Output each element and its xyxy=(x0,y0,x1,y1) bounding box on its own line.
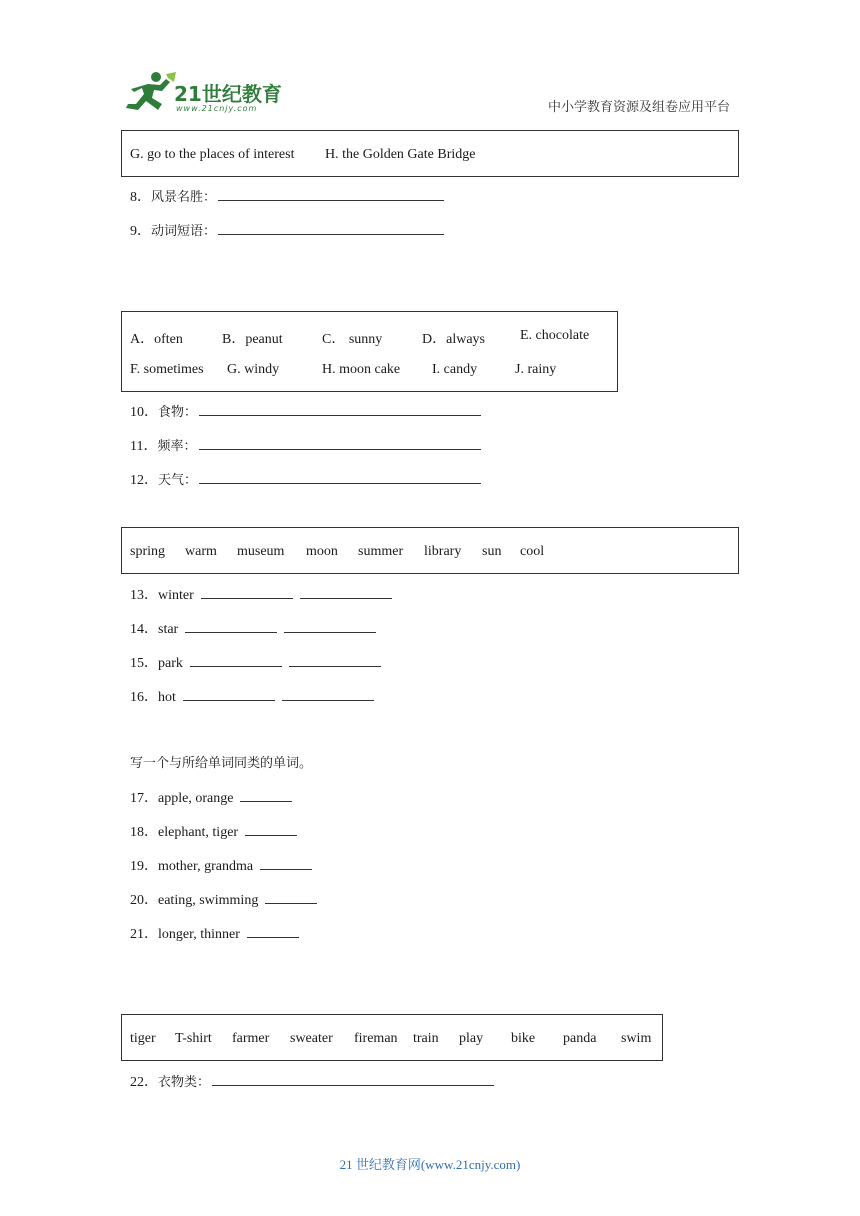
box-item: train xyxy=(413,1031,439,1046)
box-item: E. chocolate xyxy=(520,328,590,343)
answer-blank[interactable] xyxy=(260,855,312,870)
box-item: library xyxy=(424,544,462,559)
box-item: T-shirt xyxy=(175,1031,212,1046)
question-17 xyxy=(130,787,292,807)
question-11 xyxy=(130,435,481,455)
box-item: sun xyxy=(482,544,502,559)
box-item: J. rainy xyxy=(515,362,557,377)
word-box-1 xyxy=(121,130,739,177)
box-item: G. go to the places of interest xyxy=(130,147,295,162)
question-13 xyxy=(130,584,392,604)
question-number: 10． xyxy=(130,405,158,420)
logo-text: 21世纪教育 xyxy=(174,82,282,106)
footer-link[interactable]: 21 世纪教育网(www.21cnjy.com) xyxy=(339,1157,521,1172)
box-item: F. sometimes xyxy=(130,362,204,377)
answer-blank[interactable] xyxy=(190,652,282,667)
answer-blank[interactable] xyxy=(265,889,317,904)
site-logo xyxy=(122,70,297,116)
question-label: 天气： xyxy=(158,473,198,488)
answer-blank[interactable] xyxy=(282,686,374,701)
question-words: elephant, tiger xyxy=(158,825,239,840)
box-item: moon xyxy=(306,544,338,559)
answer-blank[interactable] xyxy=(300,584,392,599)
question-8 xyxy=(130,186,444,206)
box-item: play xyxy=(459,1031,484,1046)
box-item: summer xyxy=(358,544,404,559)
word-box-2 xyxy=(121,311,618,392)
answer-blank[interactable] xyxy=(185,618,277,633)
box-item: fireman xyxy=(354,1031,398,1046)
question-number: 18． xyxy=(130,825,158,840)
box-item: C． sunny xyxy=(322,332,383,347)
question-number: 19． xyxy=(130,859,158,874)
question-words: eating, swimming xyxy=(158,893,259,908)
box-item: museum xyxy=(237,544,285,559)
box-item: I. candy xyxy=(432,362,478,377)
question-10 xyxy=(130,401,481,421)
question-number: 11． xyxy=(130,439,158,454)
answer-blank[interactable] xyxy=(245,821,297,836)
question-number: 15． xyxy=(130,656,158,671)
box-item: cool xyxy=(520,544,545,559)
box-item: warm xyxy=(185,544,217,559)
question-word: park xyxy=(158,656,183,671)
question-19 xyxy=(130,855,312,875)
answer-blank[interactable] xyxy=(284,618,376,633)
word-box-4 xyxy=(121,1014,663,1061)
question-number: 20． xyxy=(130,893,158,908)
question-number: 13． xyxy=(130,588,158,603)
question-number: 14． xyxy=(130,622,158,637)
box-item: swim xyxy=(621,1031,652,1046)
question-number: 17． xyxy=(130,791,158,806)
question-14 xyxy=(130,618,376,638)
question-words: mother, grandma xyxy=(158,859,254,874)
box-item: H. moon cake xyxy=(322,362,401,377)
box-item: tiger xyxy=(130,1031,156,1046)
question-label: 衣物类： xyxy=(158,1075,211,1090)
answer-blank[interactable] xyxy=(218,186,444,201)
answer-blank[interactable] xyxy=(218,220,444,235)
question-15 xyxy=(130,652,381,672)
answer-blank[interactable] xyxy=(199,401,481,416)
answer-blank[interactable] xyxy=(199,469,481,484)
question-number: 8． xyxy=(130,190,151,205)
answer-blank[interactable] xyxy=(199,435,481,450)
answer-blank[interactable] xyxy=(289,652,381,667)
box-item: D．always xyxy=(422,332,485,347)
question-number: 12． xyxy=(130,473,158,488)
box-item: H. the Golden Gate Bridge xyxy=(325,147,476,162)
question-16 xyxy=(130,686,374,706)
question-words: apple, orange xyxy=(158,791,234,806)
question-22 xyxy=(130,1071,494,1091)
question-words: longer, thinner xyxy=(158,927,240,942)
question-label: 频率： xyxy=(157,439,197,454)
box-item: spring xyxy=(130,544,165,559)
question-word: hot xyxy=(158,690,176,705)
question-21 xyxy=(130,923,299,943)
question-number: 16． xyxy=(130,690,158,705)
answer-blank[interactable] xyxy=(212,1071,494,1086)
box-item: A．often xyxy=(130,332,183,347)
question-12 xyxy=(130,469,481,489)
answer-blank[interactable] xyxy=(247,923,299,938)
runner-logo-icon xyxy=(122,70,178,116)
question-9 xyxy=(130,220,444,240)
question-word: star xyxy=(158,622,179,637)
site-name: 中小学教育资源及组卷应用平台 xyxy=(547,100,730,115)
question-number: 21． xyxy=(130,927,158,942)
box-item: farmer xyxy=(232,1031,270,1046)
answer-blank[interactable] xyxy=(240,787,292,802)
question-label: 动词短语： xyxy=(151,224,217,239)
answer-blank[interactable] xyxy=(183,686,275,701)
word-box-3 xyxy=(121,527,739,574)
box-item: panda xyxy=(563,1031,597,1046)
question-label: 食物： xyxy=(158,405,198,420)
question-number: 9． xyxy=(130,224,151,239)
box-item: sweater xyxy=(290,1031,333,1046)
answer-blank[interactable] xyxy=(201,584,293,599)
question-number: 22． xyxy=(130,1075,158,1090)
question-word: winter xyxy=(158,588,194,603)
box-item: G. windy xyxy=(227,362,280,377)
box-item: bike xyxy=(511,1031,536,1046)
section-instruction: 写一个与所给单词同类的单词。 xyxy=(130,756,313,771)
question-20 xyxy=(130,889,317,909)
question-18 xyxy=(130,821,297,841)
logo-url: www.21cnjy.com xyxy=(176,104,258,113)
question-label: 风景名胜： xyxy=(151,190,217,205)
box-item: B．peanut xyxy=(222,332,283,347)
